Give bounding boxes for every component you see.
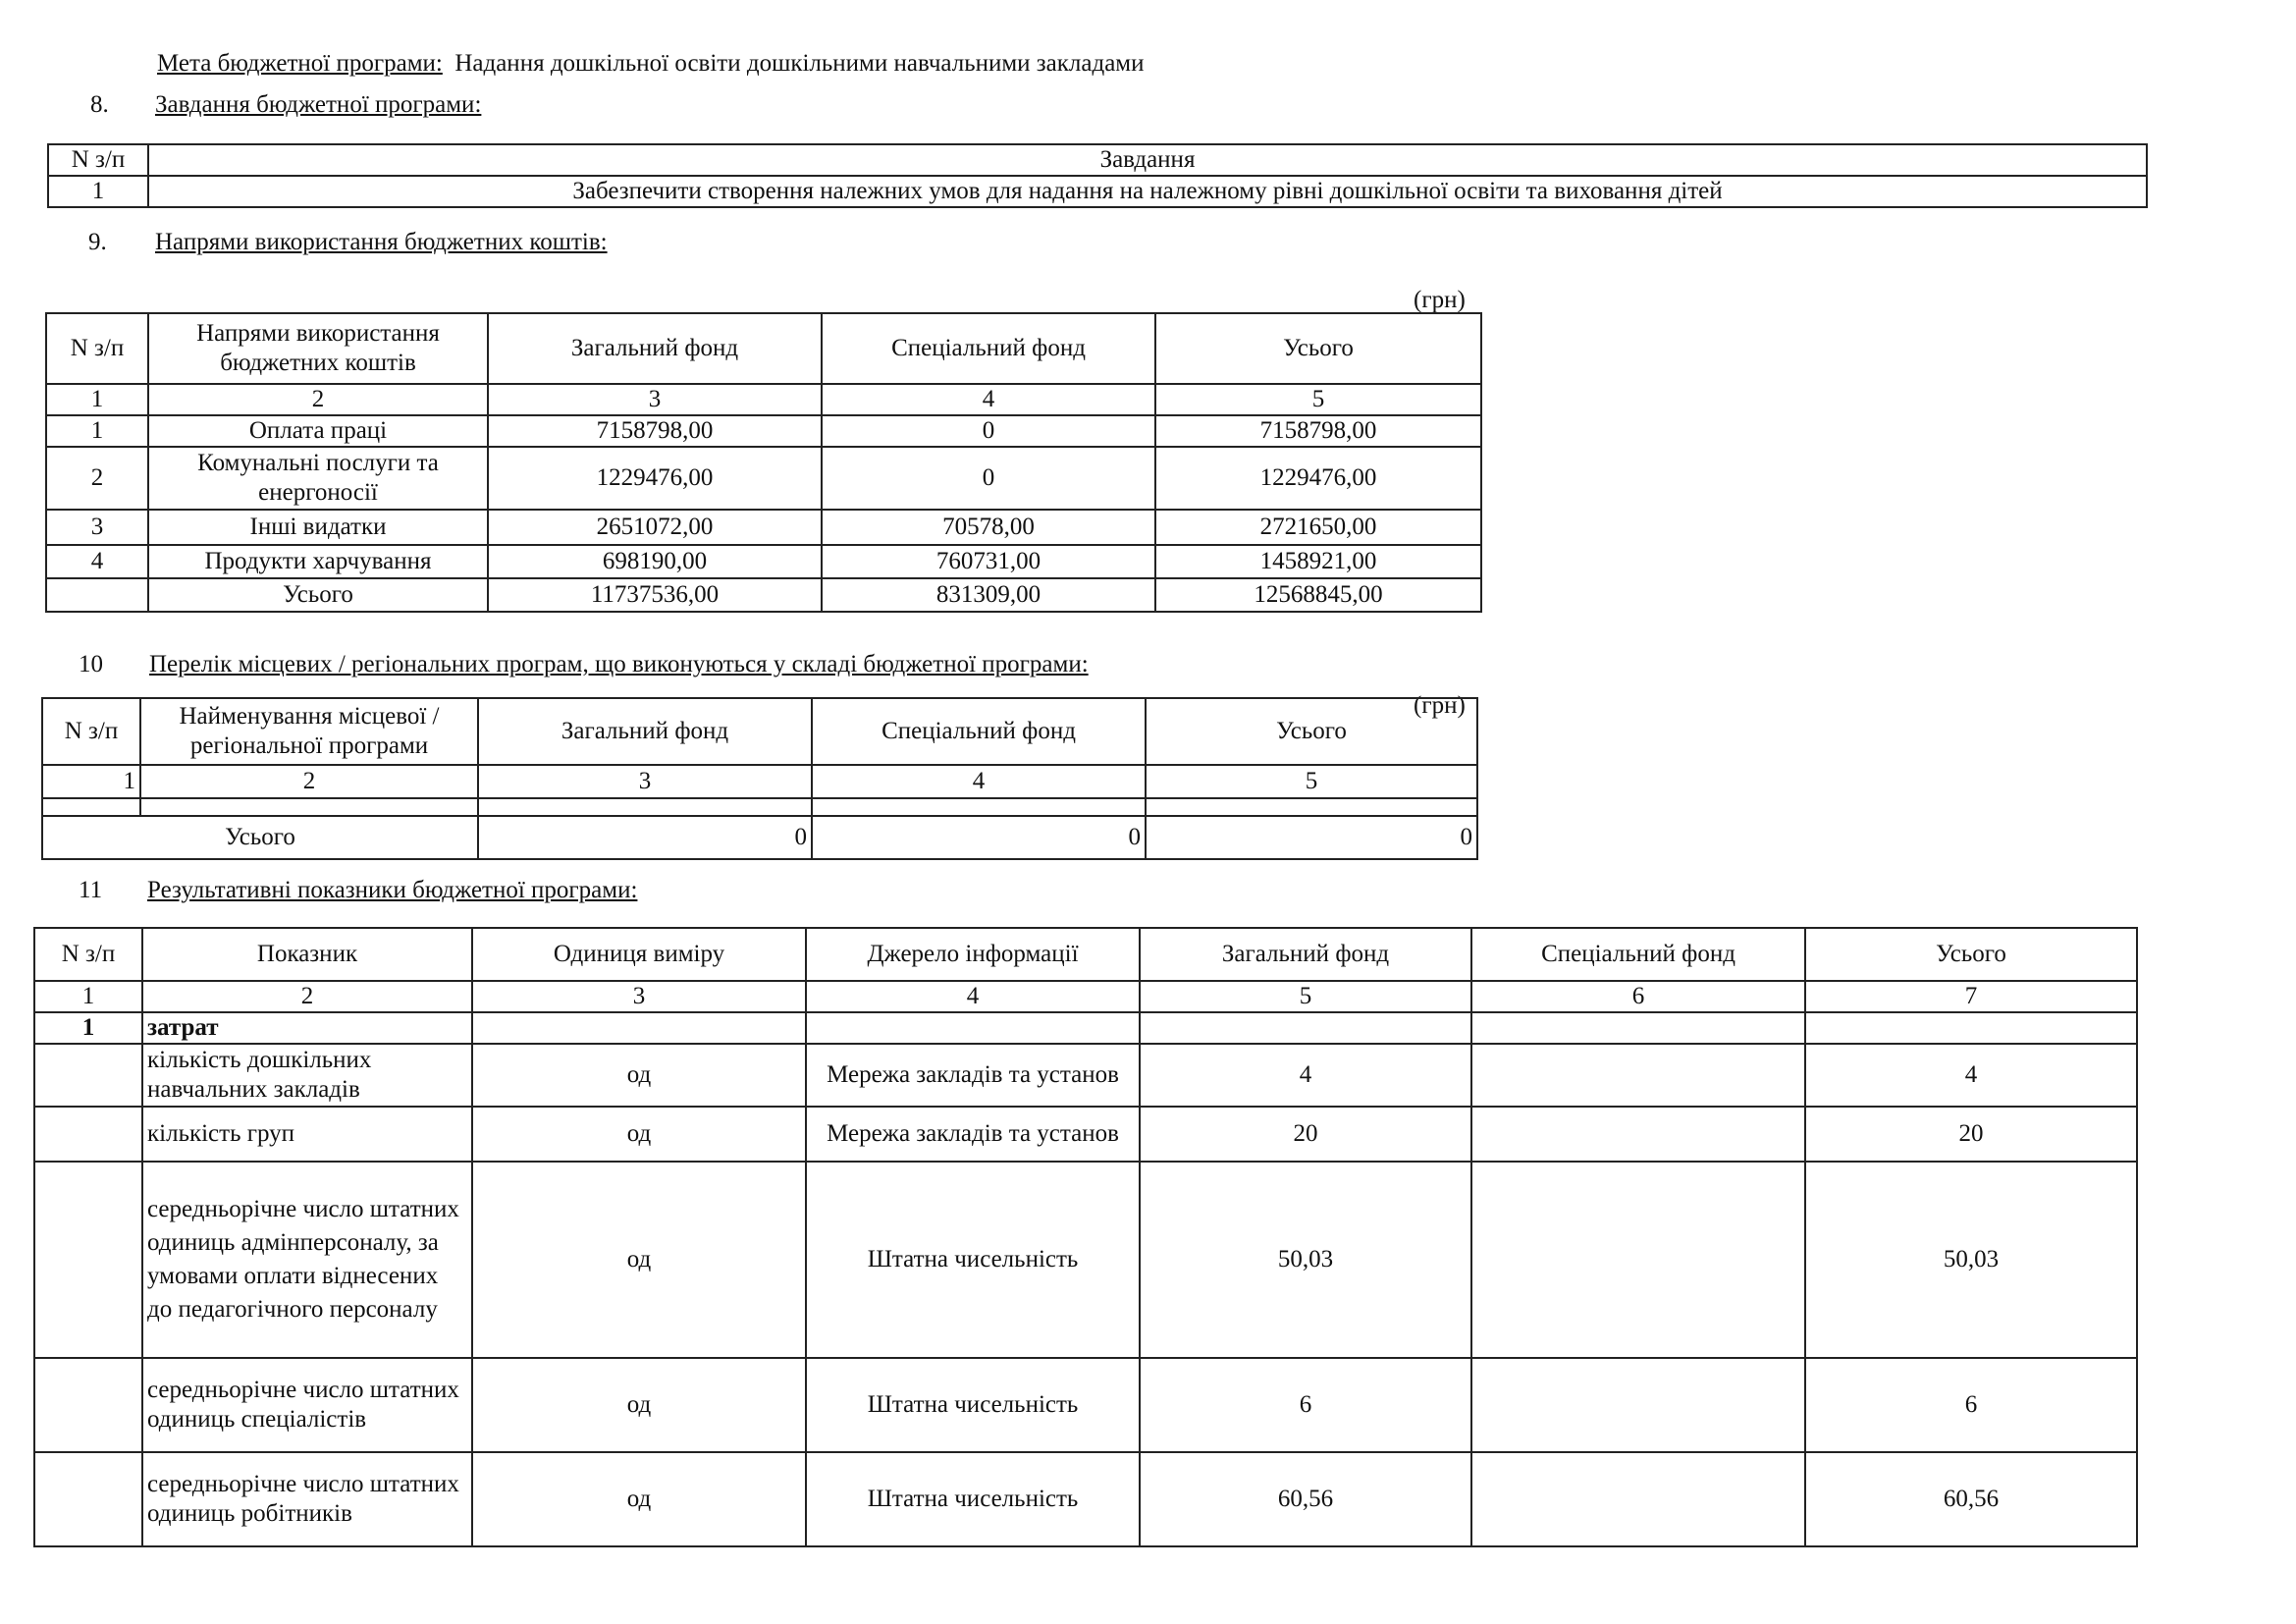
table-total-row [42, 816, 1477, 859]
indicator-special [1471, 1107, 1805, 1162]
total-total: 0 [1146, 816, 1477, 859]
total-label: Усього [42, 816, 478, 859]
goal-line [157, 49, 1145, 79]
task-n: 1 [48, 176, 148, 207]
index-cell: 7 [1805, 981, 2137, 1012]
row-name: Інші видатки [148, 510, 488, 545]
row-n: 1 [46, 415, 148, 447]
indicator-total: 20 [1805, 1107, 2137, 1162]
col-header-program: Найменування місцевої / регіональної програми [140, 698, 478, 765]
empty-cell [472, 1012, 806, 1044]
table-row [46, 545, 1481, 578]
total-n [46, 578, 148, 612]
empty-cell [42, 798, 140, 816]
total-general: 0 [478, 816, 812, 859]
indicator-total: 50,03 [1805, 1162, 2137, 1358]
empty-cell [34, 1107, 142, 1162]
index-cell: 2 [140, 765, 478, 798]
tasks-table [47, 143, 2148, 208]
index-cell: 4 [822, 384, 1155, 415]
col-header-special: Спеціальний фонд [1471, 928, 1805, 981]
col-header-special: Спеціальний фонд [812, 698, 1146, 765]
row-general: 2651072,00 [488, 510, 822, 545]
index-cell: 1 [46, 384, 148, 415]
table-row [34, 1044, 2137, 1107]
indicator-unit: од [472, 1358, 806, 1452]
row-general: 698190,00 [488, 545, 822, 578]
row-n: 3 [46, 510, 148, 545]
col-header-special: Спеціальний фонд [822, 313, 1155, 384]
indicator-general: 20 [1140, 1107, 1471, 1162]
section8-title: Завдання бюджетної програми: [155, 91, 482, 118]
index-cell: 1 [42, 765, 140, 798]
indicator-source: Мережа закладів та установ [806, 1044, 1140, 1107]
row-total: 7158798,00 [1155, 415, 1481, 447]
row-name: Комунальні послуги та енергоносії [148, 447, 488, 510]
row-name: Оплата праці [148, 415, 488, 447]
empty-cell [34, 1162, 142, 1358]
indicator-name: кількість груп [142, 1107, 472, 1162]
row-special: 0 [822, 447, 1155, 510]
indicator-source: Штатна чисельність [806, 1452, 1140, 1546]
row-general: 1229476,00 [488, 447, 822, 510]
col-header-general: Загальний фонд [478, 698, 812, 765]
budget-directions-table [45, 312, 1482, 613]
table-row [46, 415, 1481, 447]
total-label: Усього [148, 578, 488, 612]
index-cell: 2 [142, 981, 472, 1012]
indicator-general: 50,03 [1140, 1162, 1471, 1358]
col-header-direction: Напрями використання бюджетних коштів [148, 313, 488, 384]
empty-cell [34, 1044, 142, 1107]
section8-number: 8. [90, 91, 109, 118]
col-header-n: N з/п [46, 313, 148, 384]
section11-title: Результативні показники бюджетної програми: [147, 877, 638, 903]
col-header-total: Усього [1805, 928, 2137, 981]
empty-cell [140, 798, 478, 816]
row-n: 4 [46, 545, 148, 578]
section11-number: 11 [79, 877, 103, 903]
table-row [46, 510, 1481, 545]
col-header-n: N з/п [34, 928, 142, 981]
col-header-task: Завдання [148, 144, 2147, 176]
indicator-special [1471, 1162, 1805, 1358]
table-row [46, 447, 1481, 510]
section10-title: Перелік місцевих / регіональних програм, що виконуються у складі бюджетної програми: [149, 651, 1089, 677]
col-header-unit: Одиниця виміру [472, 928, 806, 981]
empty-cell [34, 1358, 142, 1452]
indicator-unit: од [472, 1452, 806, 1546]
total-special: 0 [812, 816, 1146, 859]
index-cell: 4 [812, 765, 1146, 798]
empty-cell [1146, 798, 1477, 816]
indicator-total: 60,56 [1805, 1452, 2137, 1546]
indicator-total: 6 [1805, 1358, 2137, 1452]
row-total: 2721650,00 [1155, 510, 1481, 545]
total-general: 11737536,00 [488, 578, 822, 612]
index-cell: 4 [806, 981, 1140, 1012]
table-row [34, 1452, 2137, 1546]
section9-number: 9. [88, 229, 107, 255]
indicator-general: 4 [1140, 1044, 1471, 1107]
row-special: 0 [822, 415, 1155, 447]
index-cell: 3 [472, 981, 806, 1012]
indicator-name: середньорічне число штатних одиниць спеціалістів [142, 1358, 472, 1452]
total-special: 831309,00 [822, 578, 1155, 612]
indicator-general: 60,56 [1140, 1452, 1471, 1546]
performance-indicators-table [33, 927, 2138, 1547]
table-row [48, 176, 2147, 207]
empty-cell [1471, 1012, 1805, 1044]
group-row [34, 1012, 2137, 1044]
section9-title: Напрями використання бюджетних коштів: [155, 229, 608, 255]
row-total: 1458921,00 [1155, 545, 1481, 578]
table-total-row [46, 578, 1481, 612]
table-row [34, 1358, 2137, 1452]
empty-cell [1140, 1012, 1471, 1044]
indicator-source: Штатна чисельність [806, 1162, 1140, 1358]
indicator-special [1471, 1452, 1805, 1546]
indicator-name: середньорічне число штатних одиниць робітників [142, 1452, 472, 1546]
index-cell: 2 [148, 384, 488, 415]
total-total: 12568845,00 [1155, 578, 1481, 612]
row-name: Продукти харчування [148, 545, 488, 578]
col-header-total: Усього [1155, 313, 1481, 384]
col-header-n: N з/п [48, 144, 148, 176]
indicator-total: 4 [1805, 1044, 2137, 1107]
indicator-unit: од [472, 1107, 806, 1162]
index-cell: 5 [1140, 981, 1471, 1012]
col-header-total: Усього [1146, 698, 1477, 765]
table-row [34, 1162, 2137, 1358]
index-cell: 5 [1155, 384, 1481, 415]
indicator-special [1471, 1044, 1805, 1107]
col-header-general: Загальний фонд [1140, 928, 1471, 981]
indicator-name: середньорічне число штатних одиниць адмінперсоналу, за умовами оплати віднесених до педагогічного персоналу [142, 1162, 472, 1358]
indicator-unit: од [472, 1044, 806, 1107]
group-n: 1 [34, 1012, 142, 1044]
goal-label: Мета бюджетної програми: [157, 50, 443, 77]
row-special: 760731,00 [822, 545, 1155, 578]
col-header-general: Загальний фонд [488, 313, 822, 384]
table-row [34, 1107, 2137, 1162]
index-cell: 3 [478, 765, 812, 798]
row-special: 70578,00 [822, 510, 1155, 545]
index-cell: 6 [1471, 981, 1805, 1012]
row-n: 2 [46, 447, 148, 510]
index-cell: 1 [34, 981, 142, 1012]
indicator-special [1471, 1358, 1805, 1452]
indicator-name: кількість дошкільних навчальних закладів [142, 1044, 472, 1107]
section10-number: 10 [79, 651, 103, 677]
section10-unit: (грн) [1414, 692, 1466, 719]
task-text: Забезпечити створення належних умов для надання на належному рівні дошкільної освіти та виховання дітей [148, 176, 2147, 207]
indicator-source: Мережа закладів та установ [806, 1107, 1140, 1162]
index-cell: 5 [1146, 765, 1477, 798]
index-cell: 3 [488, 384, 822, 415]
group-name: затрат [142, 1012, 472, 1044]
section9-unit: (грн) [1414, 287, 1466, 313]
col-header-source: Джерело інформації [806, 928, 1140, 981]
goal-text: Надання дошкільної освіти дошкільними навчальними закладами [454, 50, 1145, 77]
empty-cell [812, 798, 1146, 816]
indicator-source: Штатна чисельність [806, 1358, 1140, 1452]
col-header-n: N з/п [42, 698, 140, 765]
empty-cell [1805, 1012, 2137, 1044]
empty-cell [34, 1452, 142, 1546]
row-general: 7158798,00 [488, 415, 822, 447]
empty-cell [478, 798, 812, 816]
row-total: 1229476,00 [1155, 447, 1481, 510]
local-programs-table [41, 697, 1478, 860]
col-header-indicator: Показник [142, 928, 472, 981]
indicator-general: 6 [1140, 1358, 1471, 1452]
indicator-unit: од [472, 1162, 806, 1358]
empty-cell [806, 1012, 1140, 1044]
table-row [42, 798, 1477, 816]
